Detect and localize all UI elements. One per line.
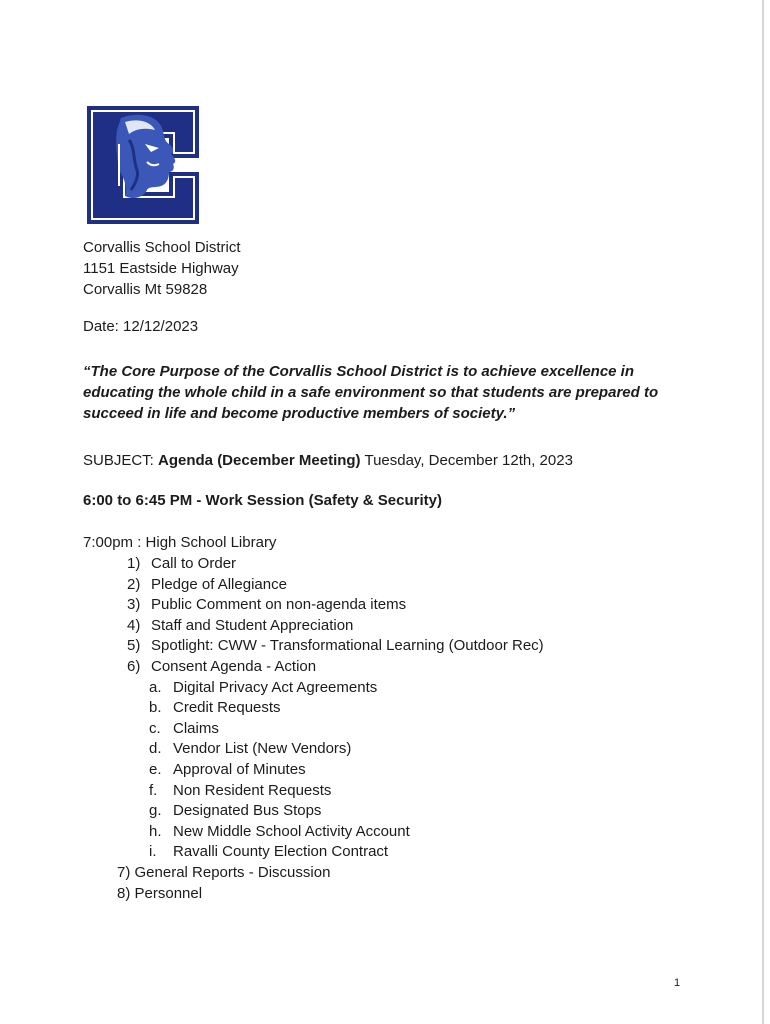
- district-address: [83, 237, 241, 300]
- page-edge: [762, 0, 764, 1024]
- meeting-time-location: 7:00pm : High School Library: [83, 534, 277, 551]
- page-number: 1: [674, 977, 681, 989]
- agenda-item-personnel: 8) Personnel: [117, 884, 203, 902]
- consent-sub-item: g. Designated Bus Stops: [149, 802, 322, 820]
- agenda-list: [83, 554, 544, 904]
- consent-sub-item: f. Non Resident Requests: [149, 781, 332, 799]
- consent-sub-item: c. Claims: [149, 719, 219, 737]
- address-line-city: Corvallis Mt 59828: [83, 281, 208, 298]
- consent-sub-item: e. Approval of Minutes: [149, 760, 306, 778]
- consent-sub-item: d. Vendor List (New Vendors): [149, 740, 352, 758]
- purpose-line-1: “The Core Purpose of the Corvallis School District is to achieve excellence in: [83, 363, 635, 380]
- consent-sub-item: a. Digital Privacy Act Agreements: [149, 678, 378, 696]
- consent-sub-item: b. Credit Requests: [149, 699, 281, 717]
- agenda-item: 1) Call to Order: [127, 555, 237, 572]
- address-line-street: 1151 Eastside Highway: [83, 260, 239, 277]
- consent-sub-item: h. New Middle School Activity Account: [149, 822, 410, 840]
- work-session-heading: 6:00 to 6:45 PM - Work Session (Safety & Security): [83, 492, 442, 509]
- purpose-line-2: educating the whole child in a safe environment so that students are prepared to: [83, 384, 659, 401]
- consent-sub-item: i. Ravalli County Election Contract: [149, 843, 389, 861]
- agenda-item-general-reports: 7) General Reports - Discussion: [117, 863, 331, 881]
- subject-title: Agenda (December Meeting): [158, 452, 361, 469]
- document-date: Date: 12/12/2023: [83, 318, 199, 335]
- corvallis-c-logo-icon: [85, 104, 201, 226]
- agenda-item: 6) Consent Agenda - Action: [127, 657, 317, 675]
- agenda-item: 4) Staff and Student Appreciation: [127, 616, 354, 634]
- address-line-name: Corvallis School District: [83, 239, 241, 256]
- agenda-item: 2) Pledge of Allegiance: [127, 575, 287, 593]
- subject-prefix: SUBJECT:: [83, 452, 159, 469]
- agenda-item: 5) Spotlight: CWW - Transformational Learning (Outdoor Rec): [127, 637, 544, 655]
- subject-line: [83, 452, 573, 469]
- core-purpose-statement: [83, 361, 683, 424]
- subject-date: Tuesday, December 12th, 2023: [360, 452, 573, 469]
- purpose-line-3: succeed in life and become productive members of society.”: [83, 405, 516, 422]
- agenda-item: 3) Public Comment on non-agenda items: [127, 596, 407, 614]
